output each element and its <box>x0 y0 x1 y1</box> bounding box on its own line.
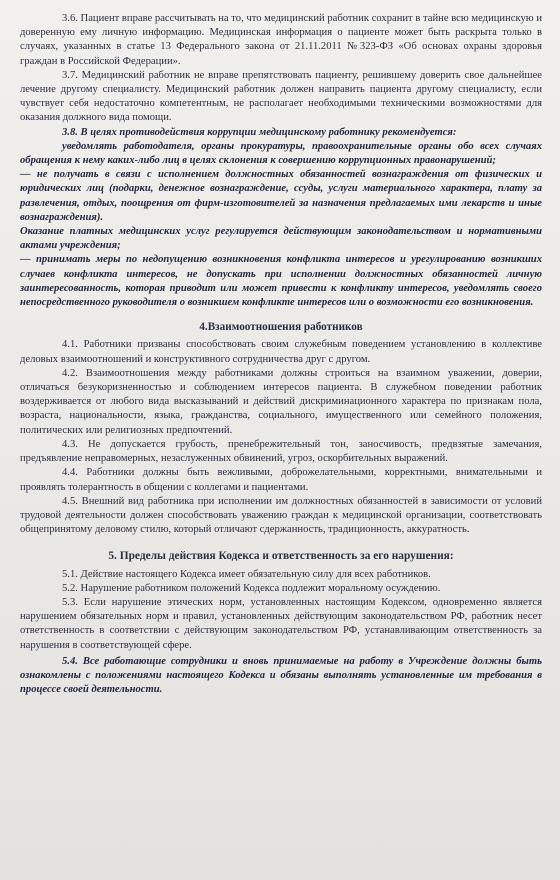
paragraph-5-3: 5.3. Если нарушение этических норм, установленных настоящим Кодексом, одновременно является нарушением обязательных норм и правил, установленных действующим законодательством РФ, работник несет ответственность в соответствии с действующим законодательством РФ, устанавливающим ответственность за нарушения в соответствующей сфере. <box>20 596 542 651</box>
paragraph-3-7: 3.7. Медицинский работник не вправе препятствовать пациенту, решившему доверить свое дальнейшее лечение другому специалисту. Медицинский работник должен направить пациента другому специалисту, если чувствует себя недостаточно компетентным, не располагает необходимыми техническими возможностями для оказания должного вида помощи. <box>20 69 542 124</box>
paragraph-3-6: 3.6. Пациент вправе рассчитывать на то, что медицинский работник сохранит в тайне всю медицинскую и доверенную ему личную информацию. Медицинская информация о пациенте может быть раскрыта только в случаях, указанных в статье 13 Федерального закона от 21.11.2011 №323-ФЗ «Об основах охраны здоровья граждан в Российской Федерации». <box>20 13 542 67</box>
paragraph-3-8-heading: 3.8. В целях противодействия коррупции медицинскому работнику рекомендуется: <box>62 126 457 138</box>
paragraph-5-4: 5.4. Все работающие сотрудники и вновь принимаемые на работу в Учреждение должны быть ознакомлены с положениями настоящего Кодекса и обязаны выполнять установленные им требования в процессе своей деятельности. <box>20 655 542 696</box>
section-5-title: 5. Пределы действия Кодекса и ответственность за его нарушения: <box>108 550 454 563</box>
paragraph-3-8-notify: уведомлять работодателя, органы прокуратуры, правоохранительные органы обо всех случаях обращения к нему каких-либо лиц в целях склонения к совершению коррупционных правонарушений; <box>20 140 542 167</box>
paragraph-4-4: 4.4. Работники должны быть вежливыми, доброжелательными, корректными, внимательными и проявлять толерантность в общении с коллегами и пациентами. <box>20 467 542 493</box>
paragraph-4-5: 4.5. Внешний вид работника при исполнении им должностных обязанностей в зависимости от условий трудовой деятельности должен способствовать уважению граждан к медицинской организации, соответствовать общепринятому деловому стилю, который отличают сдержанность, традиционность, аккуратность. <box>20 495 542 536</box>
paragraph-4-2: 4.2. Взаимоотношения между работниками должны строиться на взаимном уважении, доверии, отличаться безукоризненностью и соблюдением интересов пациента. В служебном поведении работник воздерживается от любого вида высказываний и действий дискриминационного характера по признакам пола, возраста, национальности, языка, гражданства, социального, имущественного или семейного положения, политических или религиозных предпочтений. <box>20 367 542 436</box>
paragraph-3-8-no-rewards: — не получать в связи с исполнением должностных обязанностей вознаграждения от физических и юридических лиц (подарки, денежное вознаграждение, ссуды, услуги материального характера, плату за развлечения, отдых, поощрения от фирм-изготовителей за назначения предлагаемых ими лекарств и иные вознаграждения). <box>20 169 542 223</box>
paragraph-3-8-paid-services: Оказание платных медицинских услуг регулируется действующим законодательством и нормативными актами учреждения; <box>20 226 542 252</box>
paragraph-4-3: 4.3. Не допускается грубость, пренебрежительный тон, заносчивость, предвзятые замечания, предъявление неправомерных, незаслуженных обвинений, угроз, оскорбительных выражений. <box>20 438 542 465</box>
paragraph-5-1: 5.1. Действие настоящего Кодекса имеет обязательную силу для всех работников. <box>62 568 431 580</box>
paragraph-4-1: 4.1. Работники призваны способствовать своим служебным поведением установлению в коллективе деловых взаимоотношений и конструктивного сотрудничества друг с другом. <box>20 339 542 365</box>
paragraph-3-8-conflict: — принимать меры по недопущению возникновения конфликта интересов и урегулированию возникших случаев конфликта интересов, не допускать при исполнении должностных обязанностей личную заинтересованность, которая приводит или может привести к конфликту интересов, уведомлять своего непосредственного руководителя о возникшем конфликте интересов или о возможности его возникновения. <box>20 254 542 309</box>
paragraph-5-2: 5.2. Нарушение работником положений Кодекса подлежит моральному осуждению. <box>62 582 441 594</box>
section-4-title: 4.Взаимоотношения работников <box>199 321 363 334</box>
